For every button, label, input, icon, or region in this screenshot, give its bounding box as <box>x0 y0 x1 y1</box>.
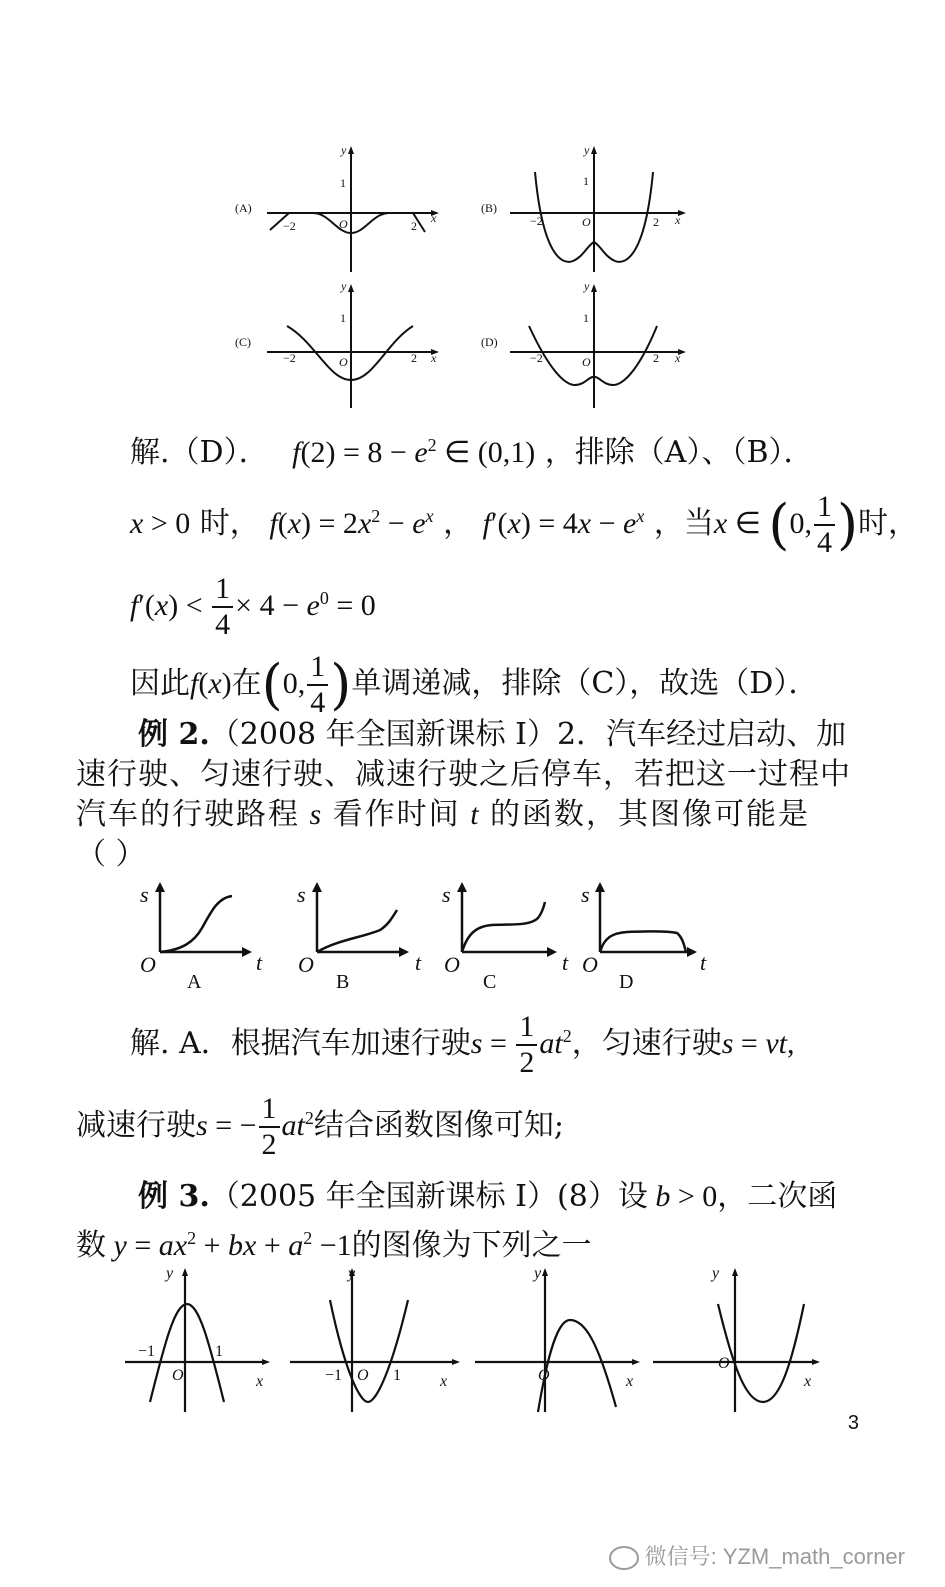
example-3-line-2: 数 $y = ax^2$ + bx + $a^2 -1$的图像为下列之一 <box>76 1228 592 1263</box>
tick-label: −1 <box>325 1367 343 1384</box>
tick-label: −2 <box>530 214 543 228</box>
figure-1-graphs <box>225 140 705 415</box>
solution-text: ，当 <box>653 506 714 541</box>
axis-label: x <box>675 213 681 227</box>
tick-label: −2 <box>530 351 543 365</box>
formula: f <box>292 436 301 469</box>
example-text: （2005 年全国新课标 I）(8）设 <box>209 1179 648 1214</box>
origin-label: O <box>140 952 156 977</box>
axis-label: y <box>584 279 590 293</box>
axis-label: x <box>804 1373 812 1390</box>
origin-label: O <box>339 355 348 369</box>
watermark-text: 微信号: YZM_math_corner <box>644 1544 905 1569</box>
example-text: 的函数，其图像可能是 <box>490 797 811 832</box>
answer-blank: （ ） <box>76 837 146 872</box>
axis-label: y <box>341 143 347 157</box>
solution-1-line-2: x > 0 时， $f(x) = 2x^2 - e^x$ ， $f'(x) = 4x - e^x$ ，当x ∈ (0, $\frac{1}{4}$ )时， <box>130 490 919 559</box>
origin-label: O <box>298 952 314 977</box>
example-text: ，二次函 <box>717 1179 838 1214</box>
solution-text: 时， <box>199 506 260 541</box>
solution-text: 解. A．根据汽车加速行驶 <box>130 1026 471 1061</box>
axis-label: s <box>581 882 590 907</box>
axis-label: s <box>140 882 149 907</box>
graph-a-label: A <box>187 971 202 990</box>
example-text: 速行驶、匀速行驶、减速行驶之后停车，若把这一过程中 <box>76 757 851 792</box>
example-text: 数 <box>76 1228 106 1263</box>
example-2-line-2 <box>76 755 851 795</box>
tick-label: 2 <box>411 351 417 365</box>
origin-label: O <box>718 1355 730 1372</box>
axis-label: t <box>562 950 569 975</box>
example-3-line-1: 例 3.（2005 年全国新课标 I）(8）设 b > 0，二次函 <box>138 1179 838 1214</box>
graph-b-label: B <box>336 971 350 990</box>
solution-text: ，排除（A）、（B）． <box>544 435 814 470</box>
example-title: 例 3. <box>138 1179 210 1214</box>
graph-c-label: C <box>483 971 497 990</box>
axis-label: x <box>256 1373 264 1390</box>
axis-label: x <box>675 351 681 365</box>
solution-text: ，匀速行驶 <box>571 1026 722 1061</box>
solution-text: 因此 <box>130 666 190 701</box>
tick-label: 2 <box>653 215 659 229</box>
solution-text: 结合函数图像可知; <box>313 1108 564 1143</box>
tick-label: 1 <box>583 174 589 188</box>
tick-label: 1 <box>340 176 346 190</box>
axis-label: x <box>440 1373 448 1390</box>
tick-label: −1 <box>138 1343 156 1360</box>
tick-label: −2 <box>283 351 296 365</box>
tick-label: 1 <box>393 1367 401 1384</box>
solution-2-line-2: 减速行驶s = − $\frac{1}{2}$ $at^2$结合函数图像可知; <box>76 1092 564 1161</box>
origin-label: O <box>172 1367 184 1384</box>
solution-label: 解.（D）． <box>130 435 269 470</box>
solution-text: ， <box>443 506 474 541</box>
example-2-line-4 <box>76 835 146 875</box>
solution-text: 减速行驶 <box>76 1108 196 1143</box>
axis-label: s <box>297 882 306 907</box>
solution-text: 在 <box>231 666 262 701</box>
origin-label: O <box>582 355 591 369</box>
axis-label: s <box>442 882 451 907</box>
example-title: 例 2. <box>138 717 210 752</box>
page-number: 3 <box>847 1412 859 1434</box>
solution-2-line-1: 解. A．根据汽车加速行驶s = $\frac{1}{2}$ $at^2$，匀速行驶s = vt, <box>130 1010 795 1079</box>
example-text: 看作时间 <box>332 797 461 832</box>
origin-label: O <box>582 215 591 229</box>
axis-label: t <box>256 950 263 975</box>
tick-label: 1 <box>583 311 589 325</box>
axis-label: x <box>431 211 437 225</box>
example-2-line-3: 汽车的行驶路程 s 看作时间 t 的函数，其图像可能是 <box>76 797 811 832</box>
example-text: 的图像为下列之一 <box>351 1228 592 1263</box>
graph-c-label: (C) <box>235 335 251 349</box>
axis-label: y <box>712 1265 720 1282</box>
axis-label: y <box>341 279 347 293</box>
origin-label: O <box>582 952 598 977</box>
watermark <box>609 1540 905 1571</box>
axis-label: x <box>431 351 437 365</box>
wechat-icon <box>609 1546 639 1570</box>
graph-b-label: (B) <box>481 201 497 215</box>
origin-label: O <box>538 1367 550 1384</box>
figure-3-graphs <box>120 1262 820 1422</box>
axis-label: y <box>348 1265 356 1282</box>
origin-label: O <box>444 952 460 977</box>
graph-d-label: (D) <box>481 335 498 349</box>
origin-label: O <box>357 1367 369 1384</box>
example-2-line-1 <box>138 715 846 755</box>
axis-label: x <box>626 1373 634 1390</box>
origin-label: O <box>339 217 348 231</box>
axis-label: y <box>584 143 590 157</box>
example-text: 汽车的行驶路程 <box>76 797 300 832</box>
axis-label: y <box>166 1265 174 1282</box>
tick-label: 1 <box>340 311 346 325</box>
solution-1-line-4: 因此f(x)在(0, $\frac{1}{4}$ )单调递减，排除（C），故选（D）． <box>130 650 819 719</box>
tick-label: −2 <box>283 219 296 233</box>
example-text: （2008 年全国新课标 I）2．汽车经过启动、加 <box>209 717 847 752</box>
solution-text: 时， <box>858 506 919 541</box>
tick-label: 1 <box>215 1343 223 1360</box>
graph-a-label: (A) <box>235 201 252 215</box>
solution-1-line-3: f′(x) < $\frac{1}{4}$ × $4 - e^0 = 0$ <box>130 572 376 641</box>
solution-text: 单调递减，排除（C），故选（D）． <box>351 666 819 701</box>
tick-label: 2 <box>411 219 417 233</box>
axis-label: y <box>534 1265 542 1282</box>
tick-label: 2 <box>653 351 659 365</box>
graph-d-label: D <box>619 971 634 990</box>
axis-label: t <box>700 950 707 975</box>
solution-1-line-1: 解.（D）． $f(2) = 8 - e^2$ ∈ (0,1) ，排除（A）、（B）． <box>130 435 814 470</box>
figure-2-graphs <box>132 880 722 990</box>
axis-label: t <box>415 950 422 975</box>
